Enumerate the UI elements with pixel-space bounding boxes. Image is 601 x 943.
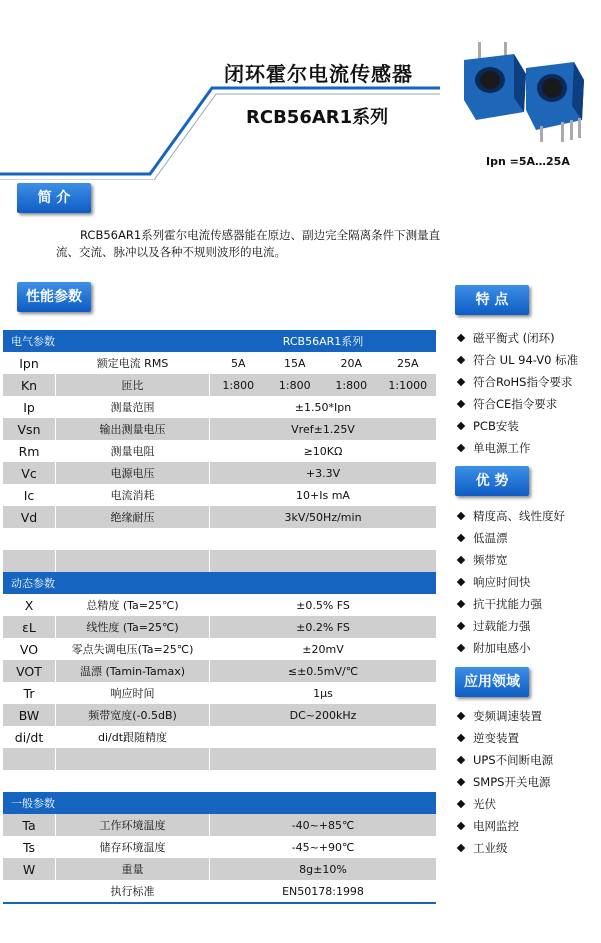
dynamic-header-row	[3, 572, 436, 594]
params-label: 性能参数	[17, 282, 91, 312]
list-item: 变频调速装置	[458, 708, 542, 724]
list-item: 精度高、线性度好	[458, 508, 565, 524]
intro-label: 简 介	[17, 183, 91, 213]
list-item: SMPS开关电源	[458, 774, 550, 790]
table-row-empty	[3, 550, 436, 572]
table-row: Tr 响应时间 1μs	[3, 682, 436, 704]
table-bottom-rule	[3, 902, 436, 904]
list-item: 附加电感小	[458, 640, 531, 656]
list-item: 磁平衡式 (闭环)	[458, 330, 555, 346]
table-row: Vd 绝缘耐压 3kV/50Hz/min	[3, 506, 436, 528]
model-series: RCB56AR1系列	[246, 107, 389, 128]
table-row: Kn 匝比 1:800 1:800 1:800 1:1000	[3, 374, 436, 396]
electrical-header-row	[3, 330, 436, 352]
table-row: Ts 储存环境温度 -45~+90℃	[3, 836, 436, 858]
table-row: VOT 温漂 (Tamin-Tamax) ≤±0.5mV/℃	[3, 660, 436, 682]
table-row: BW 频带宽度(-0.5dB) DC~200kHz	[3, 704, 436, 726]
params-table	[3, 330, 436, 905]
general-header: 一般参数	[11, 797, 55, 810]
list-item: 符合CE指令要求	[458, 396, 557, 412]
table-row: 执行标准 EN50178:1998	[3, 880, 436, 902]
list-item: 抗干扰能力强	[458, 596, 542, 612]
features-list	[458, 330, 598, 460]
list-item: UPS不间断电源	[458, 752, 553, 768]
advantages-list	[458, 508, 598, 658]
table-row: εL 线性度 (Ta=25℃) ±0.2% FS	[3, 616, 436, 638]
dynamic-header: 动态参数	[11, 577, 55, 590]
table-row: Ta 工作环境温度 -40~+85℃	[3, 814, 436, 836]
applications-label: 应用领域	[455, 667, 529, 697]
table-row: Rm 测量电阻 ≥10KΩ	[3, 440, 436, 462]
list-item: 频带宽	[458, 552, 508, 568]
table-row-empty	[3, 528, 436, 550]
table-row-empty	[3, 770, 436, 792]
table-row: Vsn 输出测量电压 Vref±1.25V	[3, 418, 436, 440]
list-item: 工业级	[458, 840, 508, 856]
list-item: 电网监控	[458, 818, 519, 834]
ipn-range: Ipn =5A…25A	[486, 155, 570, 168]
general-header-row	[3, 792, 436, 814]
table-row: Ip 测量范围 ±1.50*Ipn	[3, 396, 436, 418]
list-item: 符合 UL 94-V0 标准	[458, 352, 578, 368]
table-row: Vc 电源电压 +3.3V	[3, 462, 436, 484]
page-title: 闭环霍尔电流传感器	[224, 62, 413, 86]
intro-text: RCB56AR1系列霍尔电流传感器能在原边、副边完全隔离条件下测量直流、交流、脉冲以及各种不规则波形的电流。	[56, 228, 441, 259]
list-item: 响应时间快	[458, 574, 531, 590]
advantages-label: 优 势	[455, 466, 529, 496]
list-item: 逆变装置	[458, 730, 519, 746]
electrical-header: 电气参数	[11, 335, 55, 348]
table-row-empty	[3, 748, 436, 770]
table-row: X 总精度 (Ta=25℃) ±0.5% FS	[3, 594, 436, 616]
sensor-product-image	[456, 40, 586, 145]
list-item: 低温漂	[458, 530, 508, 546]
list-item: 光伏	[458, 796, 496, 812]
table-row: VO 零点失调电压(Ta=25℃) ±20mV	[3, 638, 436, 660]
series-header: RCB56AR1系列	[282, 335, 364, 348]
list-item: 单电源工作	[458, 440, 531, 456]
table-row: W 重量 8g±10%	[3, 858, 436, 880]
table-row: Ic 电流消耗 10+Is mA	[3, 484, 436, 506]
features-label: 特 点	[455, 285, 529, 315]
list-item: PCB安装	[458, 418, 519, 434]
list-item: 符合RoHS指令要求	[458, 374, 572, 390]
table-row: Ipn 额定电流 RMS 5A 15A 20A 25A	[3, 352, 436, 374]
table-row: di/dt di/dt跟随精度	[3, 726, 436, 748]
applications-list	[458, 708, 598, 858]
list-item: 过载能力强	[458, 618, 531, 634]
